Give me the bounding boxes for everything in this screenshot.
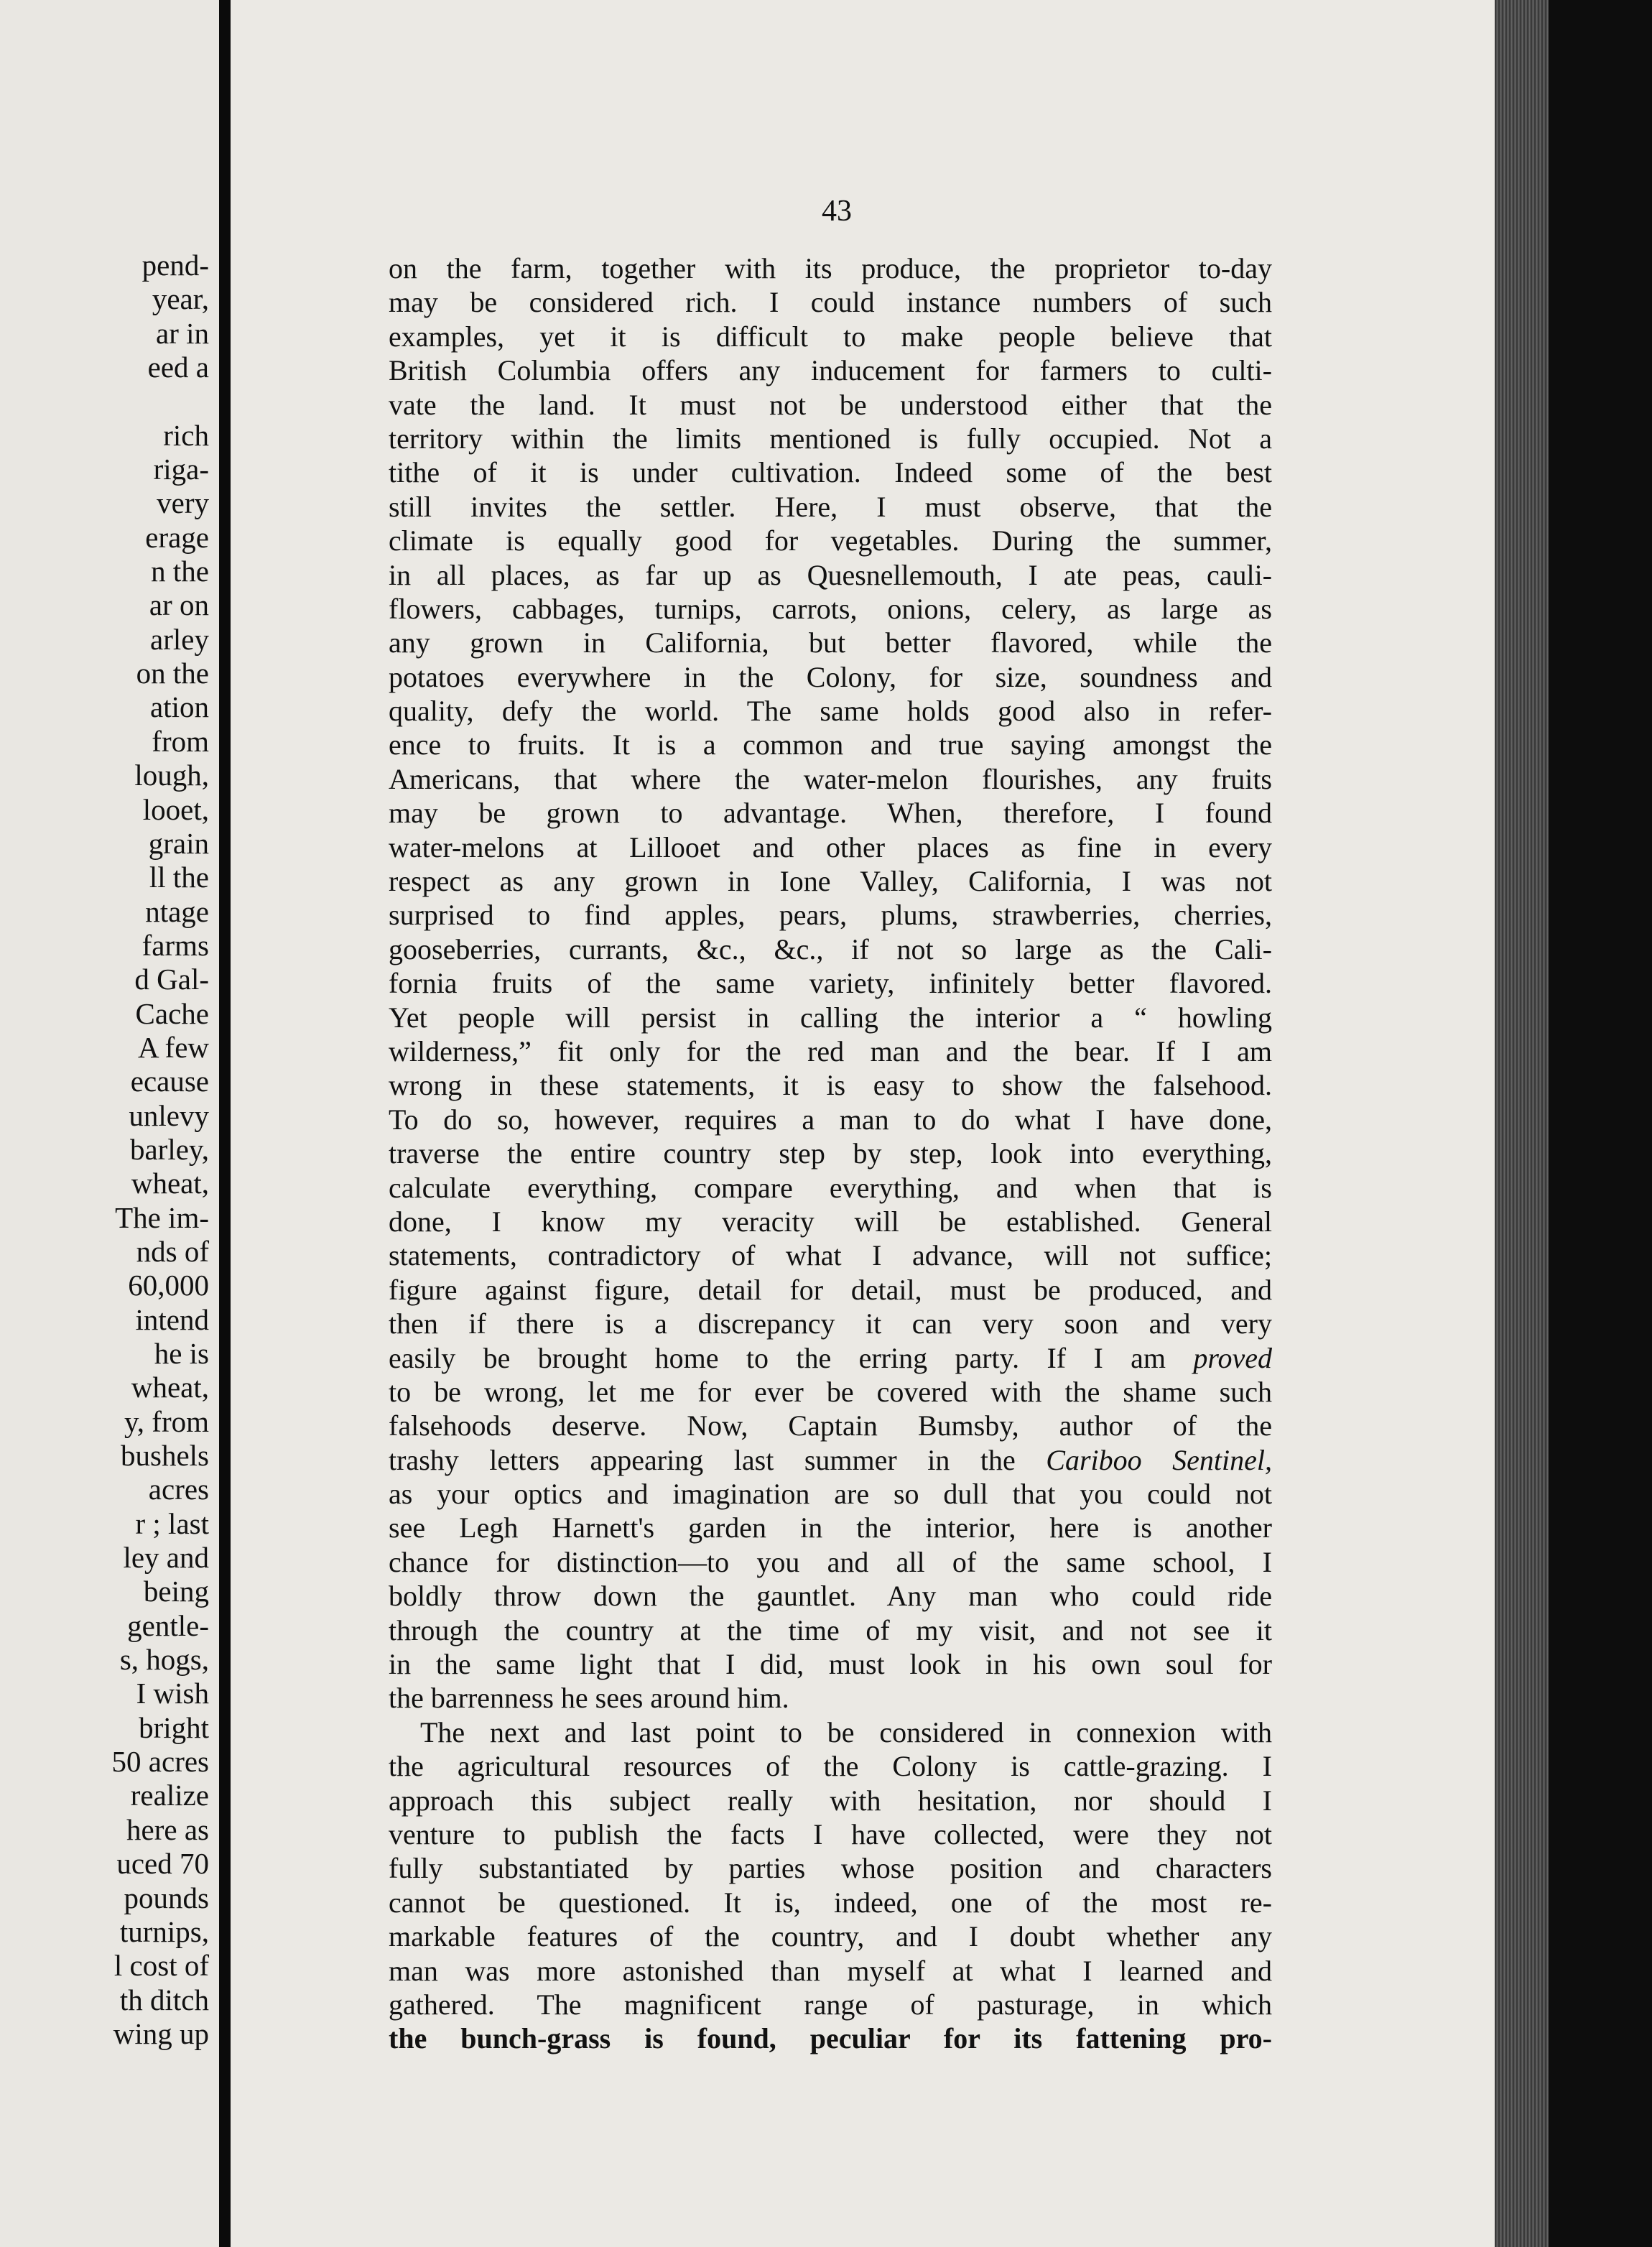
facing-page-fragment: rich	[163, 418, 209, 452]
facing-page-fragment: I wish	[136, 1677, 209, 1710]
facing-page-fragment: ation	[150, 690, 209, 724]
text-line: Yet people will persist in calling the interior a “ howling	[389, 1001, 1272, 1034]
facing-page-fragment: on the	[136, 657, 209, 690]
facing-page-fragment: grain	[148, 826, 209, 860]
facing-page-fragment: acres	[148, 1473, 209, 1506]
text-line: any grown in California, but better flavored, while the	[389, 626, 1272, 659]
text-line: calculate everything, compare everything, and when that is	[389, 1171, 1272, 1204]
text-line: in all places, as far up as Quesnellemouth, I ate peas, cauli-	[389, 558, 1272, 591]
text-line-with-italic	[389, 1341, 1272, 1375]
facing-page-fragment: pounds	[124, 1881, 209, 1914]
facing-page-fragment: d Gal-	[134, 963, 209, 996]
facing-page-fragment: ley and	[123, 1541, 209, 1575]
facing-page-fragment: lough,	[134, 759, 209, 792]
text-line: water-melons at Lillooet and other places as fine in every	[389, 830, 1272, 863]
text-line: traverse the entire country step by step, look into everything,	[389, 1137, 1272, 1170]
facing-page-fragment: The im-	[115, 1200, 209, 1234]
facing-page-fragment: A few	[137, 1030, 209, 1064]
facing-page-fragment: unlevy	[129, 1098, 209, 1132]
page-number: 43	[822, 195, 852, 228]
text-line: statements, contradictory of what I advance, will not suffice;	[389, 1239, 1272, 1272]
text-line: see Legh Harnett's garden in the interior, here is another	[389, 1511, 1272, 1544]
facing-page-fragment: he is	[154, 1337, 209, 1370]
facing-page-fragment: eed a	[147, 351, 209, 384]
text-line: the agricultural resources of the Colony is cattle-grazing. I	[389, 1750, 1272, 1783]
text-line: may be considered rich. I could instance numbers of such	[389, 286, 1272, 319]
text-line: falsehoods deserve. Now, Captain Bumsby, author of the	[389, 1409, 1272, 1442]
text-line-with-italic	[389, 1443, 1272, 1477]
facing-page-fragment: Cache	[135, 996, 209, 1030]
text-line: boldly throw down the gauntlet. Any man who could ride	[389, 1580, 1272, 1613]
text-line: chance for distinction—to you and all of the same school, I	[389, 1545, 1272, 1578]
text-line: ence to fruits. It is a common and true saying amongst the	[389, 728, 1272, 761]
facing-page-fragment: r ; last	[135, 1506, 209, 1540]
facing-page-fragment: ar on	[149, 588, 209, 622]
text-line: territory within the limits mentioned is fully occupied. Not a	[389, 422, 1272, 455]
facing-page-fragment: farms	[141, 928, 209, 962]
facing-page-fragment: ar in	[156, 316, 209, 350]
text-line: in the same light that I did, must look in his own soul for	[389, 1648, 1272, 1681]
facing-page-fragment: barley,	[129, 1132, 209, 1166]
facing-page-fragment: pend-	[141, 249, 209, 282]
facing-page-fragment: wing up	[113, 2016, 209, 2050]
text-line: then if there is a discrepancy it can very soon and very	[389, 1307, 1272, 1340]
facing-page-fragment: wheat,	[131, 1371, 209, 1404]
text-line: British Columbia offers any inducement for farmers to culti-	[389, 354, 1272, 387]
facing-page-fragment: year,	[152, 282, 209, 316]
facing-page-fragment: bright	[139, 1710, 209, 1744]
text-line: done, I know my veracity will be established. General	[389, 1205, 1272, 1238]
text-line: wilderness,” fit only for the red man and the bear. If I am	[389, 1034, 1272, 1067]
text-line: wrong in these statements, it is easy to show the falsehood.	[389, 1069, 1272, 1102]
text-segment: easily be brought home to the erring party. If I am	[389, 1341, 1166, 1374]
scan-background	[1549, 0, 1652, 2247]
text-line: climate is equally good for vegetables. During the summer,	[389, 524, 1272, 557]
facing-page-fragment	[112, 384, 209, 418]
facing-page-fragment: uced 70	[116, 1847, 209, 1881]
text-line: fornia fruits of the same variety, infinitely better flavored.	[389, 967, 1272, 1000]
text-line: To do so, however, requires a man to do what I have done,	[389, 1103, 1272, 1136]
text-line: still invites the settler. Here, I must observe, that the	[389, 490, 1272, 523]
text-line: gathered. The magnificent range of pasturage, in which	[389, 1988, 1272, 2021]
paragraph-start-line: The next and last point to be considered in connexion with	[420, 1715, 1272, 1748]
facing-page-fragment: nds of	[136, 1234, 209, 1268]
text-line: venture to publish the facts I have collected, were they not	[389, 1817, 1272, 1850]
facing-page-fragment: 50 acres	[111, 1745, 209, 1779]
facing-page-fragment: from	[152, 724, 209, 758]
text-line: through the country at the time of my visit, and not see it	[389, 1613, 1272, 1646]
text-line: potatoes everywhere in the Colony, for size, soundness and	[389, 660, 1272, 693]
text-line: vate the land. It must not be understood either that the	[389, 388, 1272, 421]
text-line: man was more astonished than myself at what I learned and	[389, 1954, 1272, 1987]
text-line: examples, yet it is difficult to make people believe that	[389, 320, 1272, 353]
text-line: gooseberries, currants, &c., &c., if not so large as the Cali-	[389, 932, 1272, 965]
facing-page-fragment: ecause	[130, 1065, 209, 1098]
text-line: the barrenness he sees around him.	[389, 1682, 789, 1715]
facing-page-fragment: n the	[151, 555, 209, 588]
text-line: on the farm, together with its produce, the proprietor to-day	[389, 252, 1272, 284]
facing-page-left	[0, 0, 219, 2247]
text-line: as your optics and imagination are so dull that you could not	[389, 1478, 1272, 1511]
text-line: Americans, that where the water-melon flourishes, any fruits	[389, 762, 1272, 795]
facing-page-fragment: 60,000	[128, 1269, 209, 1302]
text-line: quality, defy the world. The same holds good also in refer-	[389, 695, 1272, 728]
facing-page-fragments	[112, 249, 209, 2051]
facing-page-fragment: th ditch	[119, 1983, 209, 2016]
text-segment: trashy letters appearing last summer in the	[389, 1443, 1016, 1476]
facing-page-fragment: bushels	[121, 1439, 209, 1473]
body-text	[389, 251, 1272, 2056]
facing-page-fragment: riga-	[153, 453, 209, 486]
facing-page-fragment: intend	[135, 1302, 209, 1336]
facing-page-fragment: realize	[130, 1779, 209, 1812]
facing-page-fragment: ll the	[149, 861, 209, 894]
facing-page-fragment: looet,	[142, 792, 209, 826]
text-line: approach this subject really with hesitation, nor should I	[389, 1784, 1272, 1817]
facing-page-fragment: ntage	[145, 894, 209, 928]
facing-page-fragment: y, from	[124, 1404, 209, 1438]
text-line: cannot be questioned. It is, indeed, one of the most re-	[389, 1886, 1272, 1919]
text-line: the bunch-grass is found, peculiar for its fattening pro-	[389, 2022, 1272, 2055]
text-line: fully substantiated by parties whose position and characters	[389, 1852, 1272, 1885]
text-line: figure against figure, detail for detail, must be produced, and	[389, 1273, 1272, 1306]
text-line: surprised to find apples, pears, plums, strawberries, cherries,	[389, 899, 1272, 932]
facing-page-fragment: erage	[145, 520, 209, 554]
facing-page-fragment: arley	[150, 622, 209, 656]
facing-page-fragment: s, hogs,	[119, 1643, 209, 1677]
newspaper-title: Cariboo Sentinel,	[1046, 1443, 1272, 1476]
text-line: tithe of it is under cultivation. Indeed some of the best	[389, 456, 1272, 489]
text-line: to be wrong, let me for ever be covered with the shame such	[389, 1375, 1272, 1408]
facing-page-fragment: gentle-	[127, 1608, 209, 1642]
facing-page-fragment: here as	[126, 1812, 209, 1846]
text-line: flowers, cabbages, turnips, carrots, onions, celery, as large as	[389, 592, 1272, 625]
facing-page-fragment: wheat,	[131, 1167, 209, 1200]
book-gutter	[219, 0, 231, 2247]
facing-page-fragment: very	[157, 486, 209, 520]
text-line: markable features of the country, and I doubt whether any	[389, 1920, 1272, 1953]
italic-word: proved	[1193, 1341, 1273, 1374]
facing-page-fragment: l cost of	[113, 1949, 209, 1983]
page-edges	[1495, 0, 1549, 2247]
facing-page-fragment: being	[143, 1575, 209, 1608]
text-line: respect as any grown in Ione Valley, California, I was not	[389, 865, 1272, 898]
facing-page-fragment: turnips,	[119, 1914, 209, 1948]
text-line: may be grown to advantage. When, therefore, I found	[389, 797, 1272, 830]
